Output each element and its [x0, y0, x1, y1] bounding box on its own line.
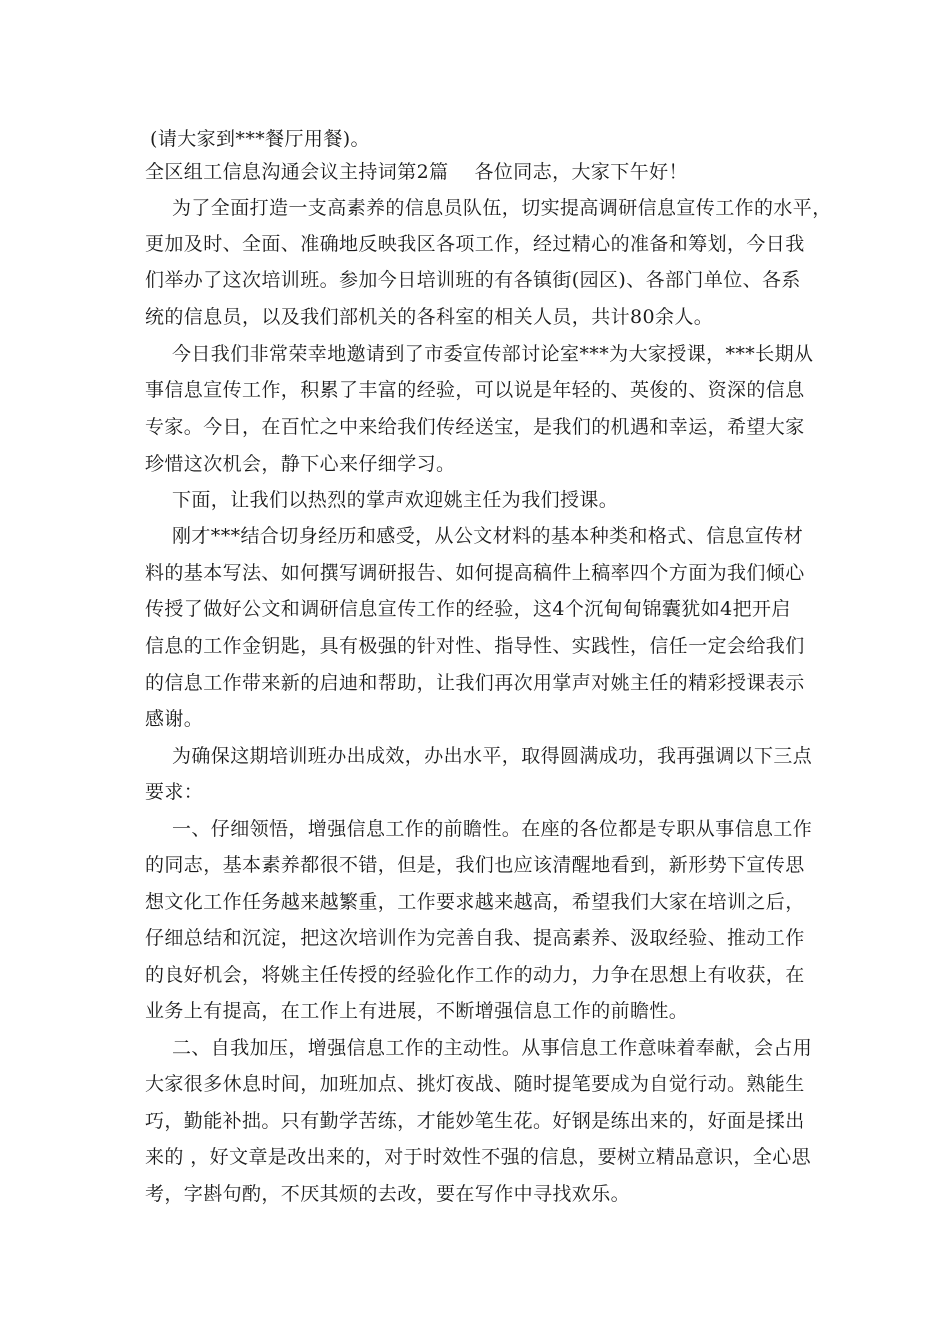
paragraph-line: 下面，让我们以热烈的掌声欢迎姚主任为我们授课。 — [172, 489, 619, 511]
paragraph-line: 二、自我加压，增强信息工作的主动性。从事信息工作意味着奉献，会占用 — [172, 1037, 813, 1059]
text-line: 的信息工作带来新的启迪和帮助，让我们再次用掌声对姚主任的精彩授课表示 — [145, 672, 805, 694]
text-line: 来的 ，好文章是改出来的，对于时效性不强的信息，要树立精品意识，全心思 — [145, 1146, 812, 1168]
text-line: 传授了做好公文和调研信息宣传工作的经验，这4个沉甸甸锦囊犹如4把开启 — [145, 598, 791, 620]
text-line: 要求： — [145, 781, 204, 803]
text-line: 更加及时、全面、准确地反映我区各项工作，经过精心的准备和筹划，今日我 — [145, 233, 805, 255]
section-title-line — [145, 160, 688, 184]
text-line: 仔细总结和沉淀，把这次培训作为完善自我、提高素养、汲取经验、推动工作 — [145, 927, 805, 949]
text-line: 感谢。 — [145, 708, 204, 730]
text-line: 信息的工作金钥匙，具有极强的针对性、指导性、实践性，信任一定会给我们 — [145, 635, 805, 657]
text-line: 专家。今日，在百忙之中来给我们传经送宝，是我们的机遇和幸运，希望大家 — [145, 416, 805, 438]
section-title: 全区组工信息沟通会议主持词第2篇 — [145, 161, 449, 183]
text-line: 珍惜这次机会，静下心来仔细学习。 — [145, 453, 456, 475]
paragraph-line: 刚才***结合切身经历和感受，从公文材料的基本种类和格式、信息宣传材 — [172, 525, 804, 547]
text-line: 统的信息员，以及我们部机关的各科室的相关人员，共计80余人。 — [145, 306, 714, 328]
greeting: 各位同志，大家下午好！ — [474, 161, 688, 183]
paragraph-line: 为了全面打造一支高素养的信息员队伍，切实提高调研信息宣传工作的水平， — [172, 197, 832, 219]
text-line: 们举办了这次培训班。参加今日培训班的有各镇街(园区)、各部门单位、各系 — [145, 269, 801, 291]
text-line: 料的基本写法、如何撰写调研报告、如何提高稿件上稿率四个方面为我们倾心 — [145, 562, 805, 584]
paragraph-line: 一、仔细领悟，增强信息工作的前瞻性。在座的各位都是专职从事信息工作 — [172, 818, 813, 840]
text-line: (请大家到***餐厅用餐)。 — [150, 128, 370, 150]
paragraph-line: 今日我们非常荣幸地邀请到了市委宣传部讨论室***为大家授课，***长期从 — [172, 343, 814, 365]
text-line: 想文化工作任务越来越繁重，工作要求越来越高，希望我们大家在培训之后， — [145, 891, 805, 913]
text-line: 的同志，基本素养都很不错，但是，我们也应该清醒地看到，新形势下宣传思 — [145, 854, 805, 876]
text-line: 的良好机会，将姚主任传授的经验化作工作的动力，力争在思想上有收获，在 — [145, 964, 805, 986]
text-line: 业务上有提高，在工作上有进展，不断增强信息工作的前瞻性。 — [145, 1000, 689, 1022]
text-line: 大家很多休息时间，加班加点、挑灯夜战、随时提笔要成为自觉行动。熟能生 — [145, 1073, 805, 1095]
text-line: 考，字斟句酌，不厌其烦的去改，要在写作中寻找欢乐。 — [145, 1183, 631, 1205]
text-line: 巧，勤能补拙。只有勤学苦练，才能妙笔生花。好钢是练出来的，好面是揉出 — [145, 1110, 805, 1132]
paragraph-line: 为确保这期培训班办出成效，办出水平，取得圆满成功，我再强调以下三点 — [172, 745, 813, 767]
text-line: 事信息宣传工作，积累了丰富的经验，可以说是年轻的、英俊的、资深的信息 — [145, 379, 805, 401]
